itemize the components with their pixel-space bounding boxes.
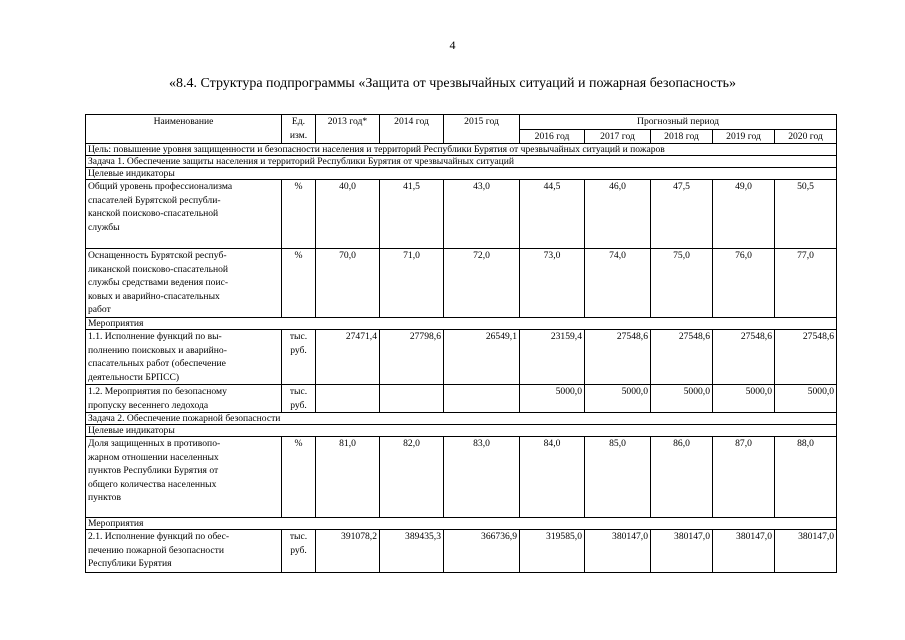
row-name-line: общего количества населенных [88, 478, 217, 490]
task1-measures-label: Мероприятия [86, 318, 837, 330]
row-name-line: полнению поисковых и аварийно- [88, 344, 227, 356]
value-2017: 5000,0 [585, 385, 651, 413]
row-unit [282, 530, 316, 573]
table-row [86, 330, 837, 385]
row-name-line: спасательных работ (обеспечение [88, 358, 226, 369]
row-unit-line: тыс. [289, 331, 308, 342]
value-2013: 27471,4 [316, 330, 380, 385]
value-2014: 41,5 [380, 180, 444, 249]
value-2018: 27548,6 [651, 330, 713, 385]
row-unit: % [282, 249, 316, 318]
row-name-line: ликанской поисково-спасательной [88, 263, 229, 275]
header-2018: 2018 год [651, 129, 713, 144]
value-2020: 5000,0 [775, 385, 837, 413]
header-2019: 2019 год [713, 129, 775, 144]
value-2015: 43,0 [444, 180, 520, 249]
row-name-line: ковых и аварийно-спасательных [88, 290, 220, 302]
value-2016: 84,0 [520, 437, 585, 518]
value-2019: 49,0 [713, 180, 775, 249]
task2-text: Задача 2. Обеспечение пожарной безопасности [86, 413, 837, 425]
subprogram-structure-table [85, 114, 837, 573]
row-unit: % [282, 180, 316, 249]
task1-indicators-row [86, 168, 837, 180]
value-2017: 85,0 [585, 437, 651, 518]
value-2018: 380147,0 [651, 530, 713, 573]
value-2015: 26549,1 [444, 330, 520, 385]
value-2020: 50,5 [775, 180, 837, 249]
value-2017: 380147,0 [585, 530, 651, 573]
row-name-line: печению пожарной безопасности [88, 544, 224, 556]
task1-text: Задача 1. Обеспечение защиты населения и территорий Республики Бурятия от чрезвычайных ситуаций [86, 156, 837, 168]
row-name-line: Оснащенность Бурятской респуб- [88, 250, 227, 261]
task2-measures-row [86, 518, 837, 530]
value-2017: 27548,6 [585, 330, 651, 385]
row-name [86, 437, 282, 518]
value-2019: 27548,6 [713, 330, 775, 385]
table-row [86, 530, 837, 573]
value-2020: 380147,0 [775, 530, 837, 573]
value-2015: 72,0 [444, 249, 520, 318]
header-2015: 2015 год [444, 115, 520, 144]
value-2018: 75,0 [651, 249, 713, 318]
row-name [86, 530, 282, 573]
value-2020: 27548,6 [775, 330, 837, 385]
row-unit-line: руб. [290, 544, 307, 556]
header-name: Наименование [86, 115, 282, 144]
row-unit-line: тыс. [289, 386, 308, 397]
task1-row [86, 156, 837, 168]
value-2018: 5000,0 [651, 385, 713, 413]
row-name [86, 249, 282, 318]
row-name [86, 180, 282, 249]
value-2015 [444, 385, 520, 413]
value-2014 [380, 385, 444, 413]
header-unit-line1: Ед. [291, 116, 306, 127]
header-2020: 2020 год [775, 129, 837, 144]
value-2018: 86,0 [651, 437, 713, 518]
row-name-line: спасателей Бурятской республи- [88, 194, 221, 206]
value-2019: 76,0 [713, 249, 775, 318]
row-name [86, 330, 282, 385]
row-name-line: работ [88, 304, 111, 315]
value-2013: 81,0 [316, 437, 380, 518]
value-2018: 47,5 [651, 180, 713, 249]
header-2014: 2014 год [380, 115, 444, 144]
value-2015: 83,0 [444, 437, 520, 518]
value-2014: 27798,6 [380, 330, 444, 385]
value-2016: 73,0 [520, 249, 585, 318]
header-2017: 2017 год [585, 129, 651, 144]
row-unit-line: тыс. [289, 531, 308, 542]
row-name [86, 385, 282, 413]
value-2014: 389435,3 [380, 530, 444, 573]
table-row [86, 249, 837, 318]
value-2016: 5000,0 [520, 385, 585, 413]
row-unit-line: руб. [290, 399, 307, 411]
header-unit [282, 115, 316, 144]
value-2016: 44,5 [520, 180, 585, 249]
row-name-line: пропуску весеннего ледохода [88, 399, 209, 411]
task2-measures-label: Мероприятия [86, 518, 837, 530]
value-2013: 40,0 [316, 180, 380, 249]
value-2013: 70,0 [316, 249, 380, 318]
row-unit-line: руб. [290, 344, 307, 356]
value-2013: 391078,2 [316, 530, 380, 573]
row-name-line: Республики Бурятия [88, 558, 172, 569]
value-2013 [316, 385, 380, 413]
row-name-line: службы [88, 221, 120, 233]
row-name-line: 2.1. Исполнение функций по обес- [88, 531, 230, 542]
value-2014: 71,0 [380, 249, 444, 318]
header-2016: 2016 год [520, 129, 585, 144]
goal-row [86, 144, 837, 156]
value-2020: 88,0 [775, 437, 837, 518]
value-2019: 87,0 [713, 437, 775, 518]
value-2016: 319585,0 [520, 530, 585, 573]
task1-measures-row [86, 318, 837, 330]
row-name-line: деятельности БРПСС) [88, 371, 180, 383]
header-forecast: Прогнозный период [520, 115, 837, 130]
header-row-1 [86, 115, 837, 130]
value-2019: 380147,0 [713, 530, 775, 573]
row-name-line: пунктов [88, 492, 121, 503]
task2-indicators-label: Целевые индикаторы [86, 425, 837, 437]
row-unit [282, 385, 316, 413]
row-name-line: 1.2. Мероприятия по безопасному [88, 386, 227, 397]
value-2016: 23159,4 [520, 330, 585, 385]
task2-indicators-row [86, 425, 837, 437]
row-name-line: Общий уровень профессионализма [88, 181, 233, 192]
task2-row [86, 413, 837, 425]
header-2013: 2013 год* [316, 115, 380, 144]
row-unit [282, 330, 316, 385]
row-name-line: 1.1. Исполнение функций по вы- [88, 331, 222, 342]
value-2019: 5000,0 [713, 385, 775, 413]
page-number: 4 [449, 38, 456, 52]
row-name-line: канской поисково-спасательной [88, 208, 219, 219]
table-row [86, 180, 837, 249]
document-title: «8.4. Структура подпрограммы «Защита от чрезвычайных ситуаций и пожарная безопасность» [169, 76, 736, 91]
value-2014: 82,0 [380, 437, 444, 518]
value-2020: 77,0 [775, 249, 837, 318]
value-2015: 366736,9 [444, 530, 520, 573]
table-row [86, 437, 837, 518]
header-unit-line2: изм. [289, 129, 308, 141]
goal-text: Цель: повышение уровня защищенности и безопасности населения и территорий Республики Бурятия от чрезвычайных ситуаций и пожаров [86, 144, 837, 156]
value-2017: 46,0 [585, 180, 651, 249]
value-2017: 74,0 [585, 249, 651, 318]
row-name-line: жарном отношении населенных [88, 451, 219, 463]
row-name-line: Доля защищенных в противопо- [88, 438, 221, 449]
task1-indicators-label: Целевые индикаторы [86, 168, 837, 180]
table-row [86, 385, 837, 413]
row-unit: % [282, 437, 316, 518]
row-name-line: службы средствами ведения поис- [88, 277, 229, 288]
row-name-line: пунктов Республики Бурятия от [88, 465, 219, 476]
